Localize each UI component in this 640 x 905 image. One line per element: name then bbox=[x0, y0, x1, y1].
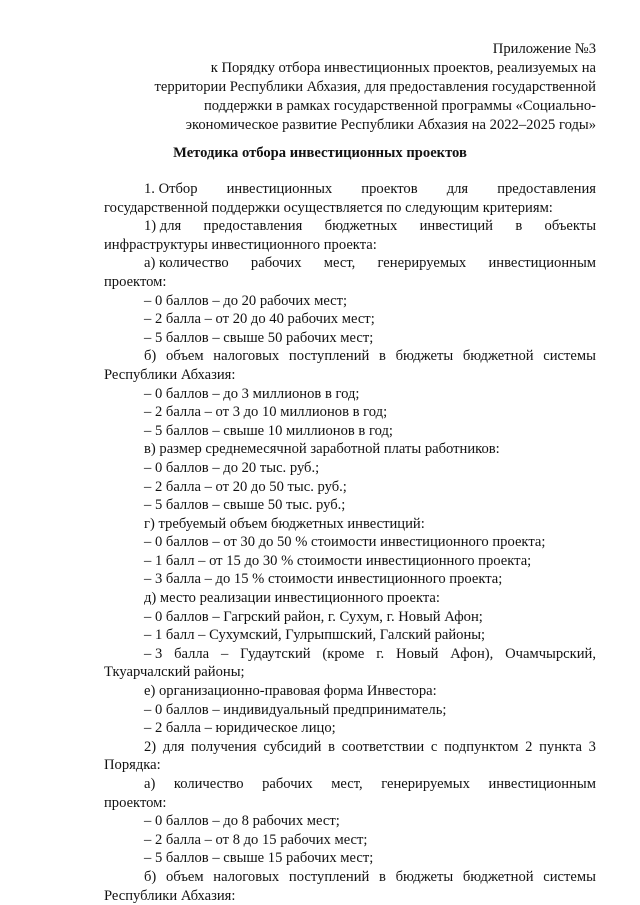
word: налоговых bbox=[213, 868, 280, 885]
word: объекты bbox=[544, 218, 596, 235]
word: а) количество bbox=[144, 255, 229, 272]
appendix-number: Приложение №3 bbox=[492, 41, 596, 57]
text-line: Ткуарчалский районы; bbox=[104, 664, 245, 681]
word: в bbox=[328, 738, 336, 755]
list-item: – 5 баллов – свыше 10 миллионов в год; bbox=[144, 422, 393, 439]
list-item: г) требуемый объем бюджетных инвестиций: bbox=[144, 515, 425, 532]
list-item: – 3 балла – до 15 % стоимости инвестиционного проекта; bbox=[144, 571, 503, 588]
word: 1. Отбор bbox=[144, 181, 198, 197]
word: б) bbox=[144, 348, 157, 365]
list-item: – 0 баллов – до 20 тыс. руб.; bbox=[144, 459, 320, 476]
word: – bbox=[220, 645, 229, 662]
word: 2 bbox=[525, 738, 533, 755]
list-item: – 0 баллов – до 8 рабочих мест; bbox=[144, 813, 340, 830]
word: в bbox=[379, 348, 386, 365]
text-line: проектом: bbox=[104, 794, 167, 811]
list-item: – 1 балл – от 15 до 30 % стоимости инвестиционного проекта; bbox=[144, 552, 532, 569]
word: – 3 bbox=[144, 645, 163, 662]
word: проектов bbox=[361, 181, 418, 197]
appendix-caption-line: территории Республики Абхазия, для предоставления государственной bbox=[154, 79, 596, 95]
text-line bbox=[104, 645, 596, 664]
list-item: – 2 балла – от 8 до 15 рабочих мест; bbox=[144, 831, 368, 848]
word: бюджеты bbox=[395, 868, 454, 885]
word: Гудаутский bbox=[240, 645, 311, 662]
text-line: проектом: bbox=[104, 273, 167, 290]
word: рабочих bbox=[262, 776, 313, 792]
text-line: Республики Абхазия: bbox=[104, 887, 236, 904]
word: генерируемых bbox=[377, 255, 467, 272]
text-line: государственной поддержки осуществляется по следующим критериям: bbox=[104, 199, 553, 216]
text-line: Порядка: bbox=[104, 757, 161, 774]
text-line: Республики Абхазия: bbox=[104, 366, 236, 383]
word: бюджетных bbox=[324, 218, 398, 235]
word: системы bbox=[543, 348, 596, 365]
list-item: – 0 баллов – индивидуальный предприниматель; bbox=[144, 701, 447, 718]
list-item: е) организационно-правовая форма Инвестора: bbox=[144, 683, 437, 700]
word: бюджетной bbox=[462, 348, 534, 365]
list-item: – 0 баллов – Гагрский район, г. Сухум, г. Новый Афон; bbox=[144, 608, 483, 625]
text-line: инфраструктуры инвестиционного проекта: bbox=[104, 236, 377, 253]
word: объем bbox=[165, 868, 204, 885]
word: инвестиций bbox=[419, 218, 493, 235]
word: рабочих bbox=[250, 255, 302, 272]
word: Афон), bbox=[450, 645, 494, 662]
word: инвестиционным bbox=[488, 255, 596, 272]
word: предоставления bbox=[203, 218, 303, 235]
word: Новый bbox=[396, 645, 439, 662]
appendix-caption-line: поддержки в рамках государственной программы «Социально- bbox=[204, 98, 596, 114]
word: предоставления bbox=[497, 181, 596, 197]
appendix-header bbox=[76, 40, 596, 135]
word: количество bbox=[173, 776, 244, 792]
word: подпунктом bbox=[444, 738, 519, 755]
list-item: д) место реализации инвестиционного проекта: bbox=[144, 590, 440, 607]
list-item: – 0 баллов – до 3 миллионов в год; bbox=[144, 385, 360, 402]
text-line bbox=[104, 180, 596, 199]
word: получения bbox=[190, 738, 257, 755]
document-title: Методика отбора инвестиционных проектов bbox=[173, 145, 467, 161]
appendix-caption-line: к Порядку отбора инвестиционных проектов, реализуемых на bbox=[210, 60, 596, 76]
text-line bbox=[104, 347, 596, 366]
word: субсидий bbox=[263, 738, 322, 755]
list-item: – 2 балла – от 20 до 40 рабочих мест; bbox=[144, 311, 375, 328]
word: в bbox=[379, 868, 386, 885]
word: 3 bbox=[588, 738, 596, 755]
list-item: – 1 балл – Сухумский, Гулрыпшский, Галский районы; bbox=[144, 627, 486, 644]
word: объем bbox=[165, 348, 204, 365]
word: бюджеты bbox=[395, 348, 454, 365]
word: соответствии bbox=[341, 738, 425, 755]
word: инвестиционным bbox=[488, 776, 596, 792]
text-line bbox=[104, 868, 596, 887]
list-item: – 5 баллов – свыше 50 тыс. руб.; bbox=[144, 497, 346, 514]
word: поступлений bbox=[288, 868, 370, 885]
word: поступлений bbox=[288, 348, 370, 365]
text-line bbox=[104, 254, 596, 273]
word: с bbox=[430, 738, 438, 755]
document-body bbox=[104, 180, 596, 905]
word: инвестиционных bbox=[226, 181, 333, 197]
appendix-caption-line: экономическое развитие Республики Абхазия на 2022–2025 годы» bbox=[185, 117, 596, 133]
word: (кроме bbox=[322, 645, 365, 662]
word: для bbox=[162, 738, 185, 755]
word: 2) bbox=[144, 738, 157, 755]
list-item: – 0 баллов – до 20 рабочих мест; bbox=[144, 292, 348, 309]
text-line bbox=[104, 738, 596, 757]
word: мест, bbox=[323, 255, 356, 272]
list-item: – 5 баллов – свыше 50 рабочих мест; bbox=[144, 329, 374, 346]
word: 1) для bbox=[144, 218, 182, 235]
list-item: – 2 балла – от 20 до 50 тыс. руб.; bbox=[144, 478, 347, 495]
word: для bbox=[446, 181, 469, 197]
word: генерируемых bbox=[381, 776, 470, 792]
word: Очамчырский, bbox=[505, 645, 596, 662]
list-item: – 5 баллов – свыше 15 рабочих мест; bbox=[144, 850, 374, 867]
word: бюджетной bbox=[462, 868, 534, 885]
word: мест, bbox=[331, 776, 363, 792]
list-item: – 2 балла – юридическое лицо; bbox=[144, 720, 336, 737]
word: пункта bbox=[539, 738, 582, 755]
text-line bbox=[104, 775, 596, 794]
text-line bbox=[104, 217, 596, 236]
list-item: – 0 баллов – от 30 до 50 % стоимости инвестиционного проекта; bbox=[144, 534, 546, 551]
word: в bbox=[515, 218, 523, 235]
word: налоговых bbox=[213, 348, 280, 365]
word: б) bbox=[144, 868, 157, 885]
list-item: в) размер среднемесячной заработной платы работников: bbox=[144, 441, 500, 458]
word: балла bbox=[174, 645, 210, 662]
word: г. bbox=[376, 645, 385, 662]
list-item: – 2 балла – от 3 до 10 миллионов в год; bbox=[144, 404, 388, 421]
word: а) bbox=[144, 776, 156, 792]
word: системы bbox=[543, 868, 596, 885]
